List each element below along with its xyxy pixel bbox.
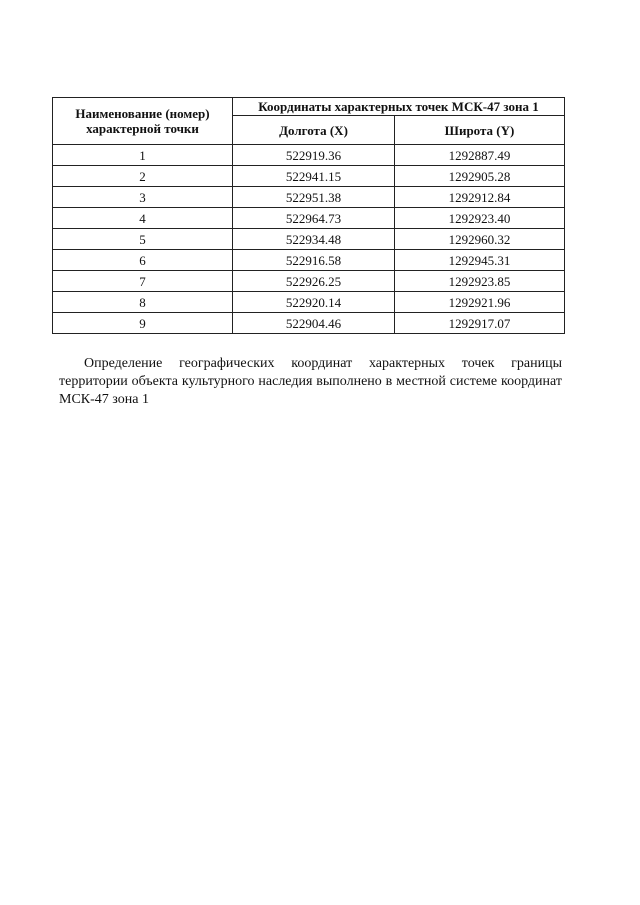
coordinates-table: [52, 97, 565, 334]
latitude-y-cell: 1292960.32: [395, 229, 565, 250]
latitude-y-cell: 1292923.40: [395, 208, 565, 229]
latitude-y-cell: 1292912.84: [395, 187, 565, 208]
longitude-x-header: Долгота (X): [233, 116, 395, 145]
point-number-cell: 5: [53, 229, 233, 250]
table-row: [53, 208, 565, 229]
longitude-x-cell: 522964.73: [233, 208, 395, 229]
table-row: [53, 250, 565, 271]
table-header-row: [53, 98, 565, 116]
table-row: [53, 229, 565, 250]
latitude-y-cell: 1292923.85: [395, 271, 565, 292]
latitude-y-cell: 1292945.31: [395, 250, 565, 271]
point-number-cell: 3: [53, 187, 233, 208]
point-number-cell: 4: [53, 208, 233, 229]
latitude-y-cell: 1292887.49: [395, 145, 565, 166]
longitude-x-cell: 522926.25: [233, 271, 395, 292]
coordinates-group-header: Координаты характерных точек МСК-47 зона 1: [233, 98, 565, 116]
longitude-x-cell: 522904.46: [233, 313, 395, 334]
point-number-cell: 8: [53, 292, 233, 313]
latitude-y-cell: 1292921.96: [395, 292, 565, 313]
longitude-x-cell: 522919.36: [233, 145, 395, 166]
point-number-cell: 1: [53, 145, 233, 166]
point-number-cell: 9: [53, 313, 233, 334]
latitude-y-header: Широта (Y): [395, 116, 565, 145]
table-row: [53, 166, 565, 187]
longitude-x-cell: 522941.15: [233, 166, 395, 187]
table-row: [53, 145, 565, 166]
latitude-y-cell: 1292905.28: [395, 166, 565, 187]
longitude-x-cell: 522920.14: [233, 292, 395, 313]
point-number-cell: 6: [53, 250, 233, 271]
longitude-x-cell: 522951.38: [233, 187, 395, 208]
point-number-cell: 7: [53, 271, 233, 292]
table-row: [53, 292, 565, 313]
latitude-y-cell: 1292917.07: [395, 313, 565, 334]
point-name-header: Наименование (номер) характерной точки: [53, 98, 233, 145]
table-row: [53, 313, 565, 334]
table-body: [53, 145, 565, 334]
longitude-x-cell: 522916.58: [233, 250, 395, 271]
table-row: [53, 187, 565, 208]
coordinate-system-note: Определение географических координат характерных точек границы территории объекта культурного наследия выполнено в местной системе координат МСК-47 зона 1: [59, 356, 562, 407]
longitude-x-cell: 522934.48: [233, 229, 395, 250]
point-number-cell: 2: [53, 166, 233, 187]
table-row: [53, 271, 565, 292]
